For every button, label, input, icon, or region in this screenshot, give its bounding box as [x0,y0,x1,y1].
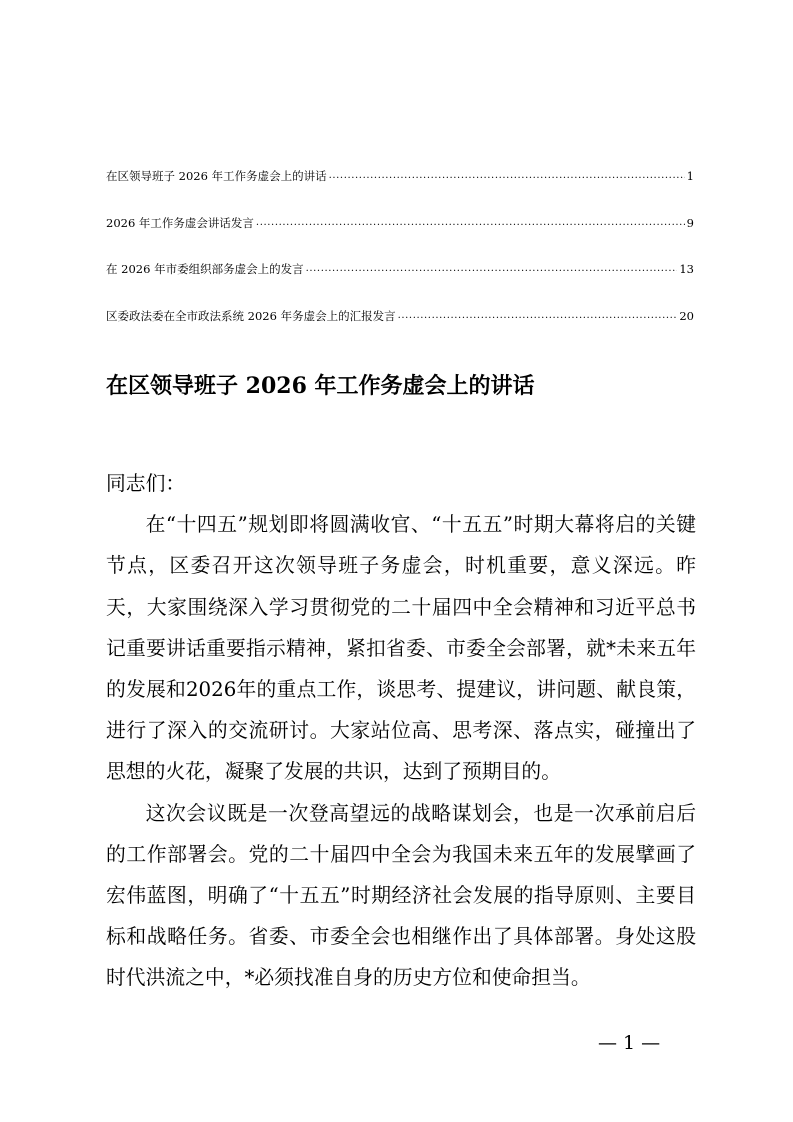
toc-entry[interactable] [106,252,694,276]
toc-entry-title: 在区领导班子 2026 年工作务虚会上的讲话 [106,169,327,183]
speech-body [106,463,696,999]
toc-entry-page: 9 [686,215,694,230]
body-paragraph: 这次会议既是一次登高望远的战略谋划会，也是一次承前启后的工作部署会。党的二十届四中全会为我国未来五年的发展擘画了宏伟蓝图，明确了“十五五”时期经济社会发展的指导原则、主要目标和战略任务。省委、市委全会也相继作出了具体部署。身处这股时代洪流之中，*必须找准自身的历史方位和使命担当。 [106,801,696,990]
toc-leader-dots [306,262,678,276]
toc-leader-dots [329,169,685,183]
toc-entry-page: 20 [679,309,694,324]
toc-entry-title: 区委政法委在全市政法系统 2026 年务虚会上的汇报发言 [106,309,396,324]
toc-leader-dots [256,216,685,230]
toc-entry-title: 在 2026 年市委组织部务虚会上的发言 [106,262,304,277]
toc-entry[interactable] [106,159,694,183]
toc-entry[interactable] [106,299,694,323]
speech-title: 在区领导班子 2026 年工作务虚会上的讲话 [106,373,535,399]
toc-entry-title: 2026 年工作务虚会讲话发言 [106,215,254,230]
body-paragraph: 在“十四五”规划即将圆满收官、“十五五”时期大幕将启的关键节点，区委召开这次领导班子务虚会，时机重要，意义深远。昨天，大家围绕深入学习贯彻党的二十届四中全会精神和习近平总书记重要讲话重要指示精神，紧扣省委、市委全会部署，就*未来五年的发展和2026年的重点工作，谈思考、提建议，讲问题、献良策，进行了深入的交流研讨。大家站位高、思考深、落点实，碰撞出了思想的火花，凝聚了发展的共识，达到了预期目的。 [106,513,696,784]
page-number: — 1 — [598,1032,661,1054]
toc-entry-page: 1 [686,169,694,183]
toc-leader-dots [398,309,678,323]
table-of-contents [106,159,694,346]
salutation: 同志们： [106,472,186,495]
toc-entry[interactable] [106,206,694,230]
toc-entry-page: 13 [679,262,694,277]
